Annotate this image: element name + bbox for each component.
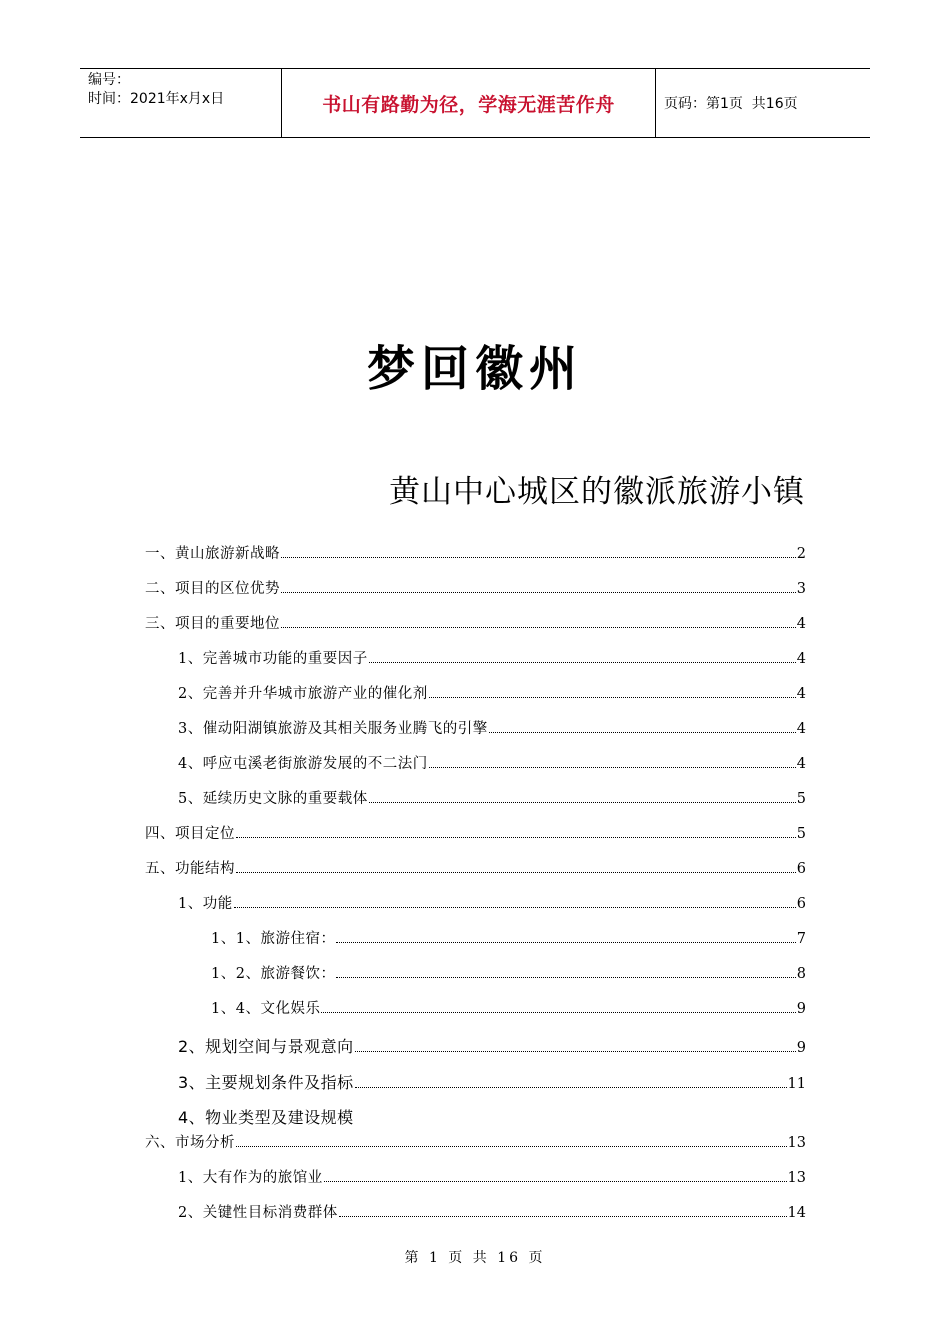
toc-dot-leader (321, 1011, 795, 1013)
toc-entry-page: 5 (796, 826, 806, 842)
toc-dot-leader (429, 766, 796, 768)
toc-entry[interactable] (145, 787, 806, 807)
toc-dot-leader (369, 801, 796, 803)
toc-entry-title: 二、项目的区位优势 (145, 581, 280, 597)
toc-entry-page: 11 (787, 1076, 806, 1092)
toc-entry[interactable] (145, 577, 806, 597)
toc-entry[interactable] (145, 647, 806, 667)
toc-dot-leader (236, 871, 796, 873)
toc-dot-leader (281, 591, 796, 593)
toc-entry-page: 8 (796, 966, 806, 982)
toc-entry-page: 13 (787, 1170, 806, 1186)
document-time-label: 时间：2021年x月x日 (88, 91, 225, 107)
document-subtitle: 黄山中心城区的徽派旅游小镇 (389, 474, 805, 510)
toc-dot-leader (236, 1145, 787, 1147)
toc-entry-page: 4 (796, 686, 806, 702)
toc-dot-leader (324, 1180, 787, 1182)
toc-entry[interactable] (145, 927, 806, 947)
header-page-info: 页码：第1页 共16页 (664, 96, 798, 112)
toc-entry-page: 5 (796, 791, 806, 807)
toc-entry-title: 1、完善城市功能的重要因子 (178, 651, 368, 667)
toc-entry-title: 5、延续历史文脉的重要载体 (178, 791, 368, 807)
toc-entry[interactable] (145, 682, 806, 702)
toc-dot-leader (429, 696, 796, 698)
toc-entry-title: 1、4、文化娱乐 (211, 1001, 321, 1017)
toc-entry[interactable] (145, 612, 806, 632)
document-number-label: 编号： (88, 72, 130, 88)
toc-dot-leader (234, 906, 796, 908)
toc-entry-title: 3、催动阳湖镇旅游及其相关服务业腾飞的引擎 (178, 721, 488, 737)
toc-entry-page: 2 (796, 546, 806, 562)
toc-entry-title: 1、1、旅游住宿： (211, 931, 336, 947)
toc-entry[interactable] (145, 717, 806, 737)
toc-entry-title: 2、关键性目标消费群体 (178, 1205, 338, 1221)
toc-entry[interactable] (145, 857, 806, 877)
toc-dot-leader (355, 1086, 787, 1088)
toc-dot-leader (281, 626, 796, 628)
toc-entry-title: 2、完善并升华城市旅游产业的催化剂 (178, 686, 428, 702)
toc-entry-title: 3、主要规划条件及指标 (178, 1073, 354, 1092)
page-header (80, 68, 870, 138)
toc-dot-leader (339, 1215, 787, 1217)
header-meta (80, 69, 282, 137)
header-motto: 书山有路勤为径，学海无涯苦作舟 (282, 69, 656, 137)
page-footer: 第 1 页 共 16 页 (404, 1250, 546, 1266)
toc-entry[interactable] (145, 1166, 806, 1186)
toc-entry-title: 四、项目定位 (145, 826, 235, 842)
toc-entry-title: 1、功能 (178, 896, 233, 912)
toc-entry-title: 一、黄山旅游新战略 (145, 546, 280, 562)
toc-entry[interactable] (145, 1131, 806, 1151)
toc-entry-page: 6 (796, 861, 806, 877)
toc-entry-page: 4 (796, 721, 806, 737)
toc-entry-page: 7 (796, 931, 806, 947)
toc-dot-leader (355, 1050, 796, 1052)
toc-entry-page: 9 (796, 1001, 806, 1017)
toc-entry-title: 五、功能结构 (145, 861, 235, 877)
toc-entry-title: 1、2、旅游餐饮： (211, 966, 336, 982)
toc-entry[interactable] (145, 1070, 806, 1090)
toc-entry-page: 14 (787, 1205, 806, 1221)
toc-entry-title: 六、市场分析 (145, 1135, 235, 1151)
toc-entry-page: 4 (796, 651, 806, 667)
toc-dot-leader (369, 661, 796, 663)
document-title: 梦回徽州 (366, 341, 583, 397)
toc-entry-title: 1、大有作为的旅馆业 (178, 1170, 323, 1186)
toc-entry-page: 4 (796, 756, 806, 772)
toc-entry[interactable] (145, 1034, 806, 1054)
toc-entry[interactable] (145, 892, 806, 912)
toc-dot-leader (489, 731, 796, 733)
toc-dot-leader (236, 836, 796, 838)
toc-entry[interactable] (145, 1105, 806, 1125)
toc-dot-leader (281, 556, 796, 558)
toc-entry[interactable] (145, 962, 806, 982)
toc-entry[interactable] (145, 1201, 806, 1221)
toc-entry[interactable] (145, 997, 806, 1017)
toc-entry[interactable] (145, 752, 806, 772)
toc-entry[interactable] (145, 822, 806, 842)
toc-dot-leader (336, 976, 795, 978)
toc-entry-title: 4、物业类型及建设规模 (178, 1108, 354, 1127)
toc-entry-page: 4 (796, 616, 806, 632)
toc-entry-page: 3 (796, 581, 806, 597)
toc-entry-title: 2、规划空间与景观意向 (178, 1037, 354, 1056)
toc-entry-page: 6 (796, 896, 806, 912)
toc-entry-page: 13 (787, 1135, 806, 1151)
toc-entry-title: 三、项目的重要地位 (145, 616, 280, 632)
toc-entry-title: 4、呼应屯溪老街旅游发展的不二法门 (178, 756, 428, 772)
toc-dot-leader (336, 941, 795, 943)
toc-entry[interactable] (145, 542, 806, 562)
toc-entry-page: 9 (796, 1040, 806, 1056)
